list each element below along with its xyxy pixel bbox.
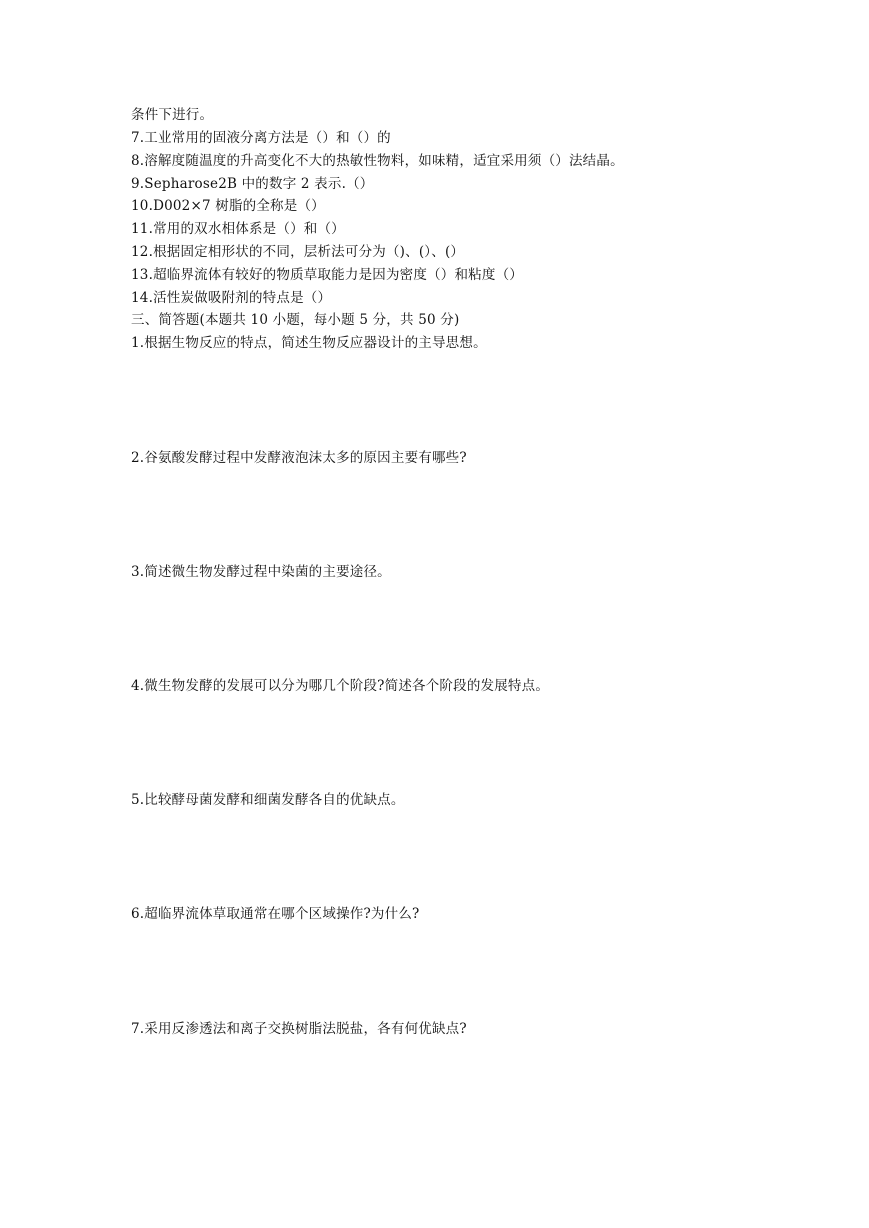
fill-blank-question-7: 7.工业常用的固液分离方法是（）和（）的 (131, 130, 391, 146)
fill-blank-question-8: 8.溶解度随温度的升高变化不大的热敏性物料，如味精，适宜采用须（）法结晶。 (131, 153, 624, 169)
short-answer-question-7: 7.采用反渗透法和离子交换树脂法脱盐，各有何优缺点? (131, 1021, 467, 1037)
fill-blank-continuation: 条件下进行。 (131, 107, 214, 123)
fill-blank-question-11: 11.常用的双水相体系是（）和（） (131, 221, 345, 237)
short-answer-heading: 三、简答题(本题共 10 小题，每小题 5 分，共 50 分) (131, 312, 460, 328)
short-answer-question-1: 1.根据生物反应的特点，简述生物反应器设计的主导思想。 (131, 335, 487, 351)
short-answer-question-2: 2.谷氨酸发酵过程中发酵液泡沫太多的原因主要有哪些? (131, 450, 467, 466)
fill-blank-question-14: 14.活性炭做吸附剂的特点是（） (131, 290, 332, 306)
short-answer-question-6: 6.超临界流体草取通常在哪个区域操作?为什么? (131, 906, 420, 922)
short-answer-question-3: 3.简述微生物发酵过程中染菌的主要途径。 (131, 564, 391, 580)
short-answer-question-5: 5.比较酵母菌发酵和细菌发酵各自的优缺点。 (131, 792, 405, 808)
fill-blank-question-13: 13.超临界流体有较好的物质草取能力是因为密度（）和粘度（） (131, 267, 523, 283)
fill-blank-question-9: 9.Sepharose2B 中的数字 2 表示.（） (131, 176, 374, 192)
fill-blank-question-12: 12.根据固定相形状的不同，层析法可分为（)、(）、(） (131, 244, 465, 260)
fill-blank-question-10: 10.D002×7 树脂的全称是（） (131, 198, 325, 214)
short-answer-question-4: 4.微生物发酵的发展可以分为哪几个阶段?简述各个阶段的发展特点。 (131, 678, 550, 694)
